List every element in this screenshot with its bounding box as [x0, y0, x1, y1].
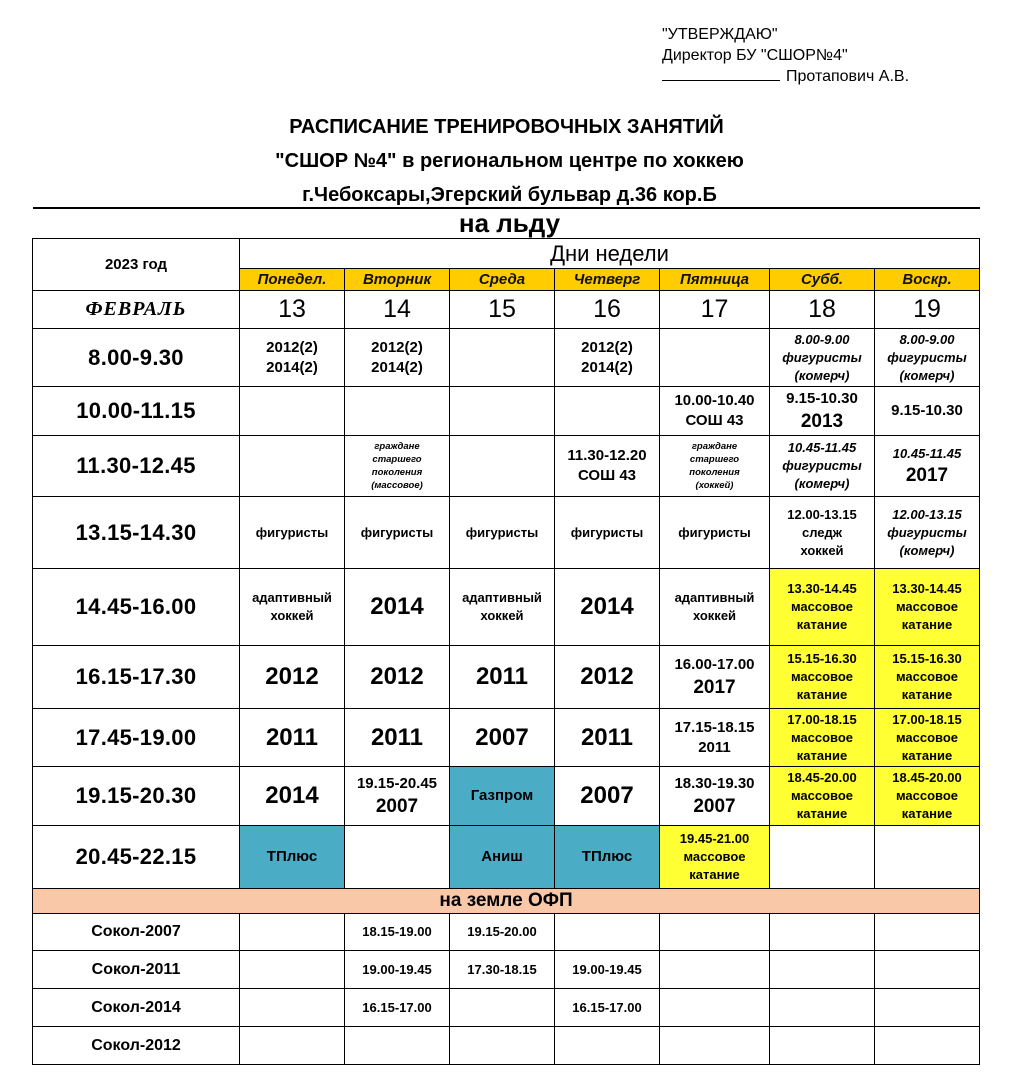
- schedule-cell-tue: [345, 329, 450, 387]
- title-line-4: на льду: [458, 208, 561, 238]
- day-name-1: Вторник: [345, 269, 450, 291]
- cell-text: 19.00-19.45: [572, 961, 642, 977]
- schedule-cell-sun: [875, 497, 980, 569]
- schedule-cell-sat: [770, 436, 875, 497]
- schedule-cell-mon: [240, 497, 345, 569]
- schedule-cell-wed: [450, 436, 555, 497]
- cell-line: фигуристы: [887, 524, 967, 540]
- cell-line: катание: [796, 806, 848, 821]
- ice-row-0: [33, 329, 980, 387]
- cell-line: 2012(2): [266, 338, 318, 356]
- schedule-cell-tue: [345, 436, 450, 497]
- cell-text: 2014: [370, 593, 424, 620]
- cell-line: СОШ 43: [577, 467, 637, 484]
- ground-cell-wed: [450, 951, 555, 989]
- cell-line: 2014(2): [371, 358, 423, 376]
- date-5: 18: [770, 291, 875, 329]
- date-6: 19: [875, 291, 980, 329]
- ice-row-6: [33, 709, 980, 767]
- day-name-0: Понедел.: [240, 269, 345, 291]
- ground-cell-mon: [240, 951, 345, 989]
- cell-text: фигуристы: [570, 524, 644, 540]
- date-4: 17: [660, 291, 770, 329]
- cell-text: 16.15-17.00: [572, 999, 642, 1015]
- time-slot: 16.15-17.30: [33, 646, 240, 709]
- ground-cell-sat: [770, 989, 875, 1027]
- cell-line: фигуристы: [782, 458, 862, 473]
- cell-text: 2011: [580, 723, 634, 751]
- ground-cell-mon: [240, 914, 345, 951]
- schedule-cell-sat: [770, 767, 875, 826]
- cell-line: массовое: [790, 669, 854, 684]
- cell-line: 2014(2): [266, 358, 318, 376]
- cell-line: 2007: [693, 795, 736, 817]
- cell-text: Аниш: [481, 848, 523, 865]
- date-3: 16: [555, 291, 660, 329]
- cell-line: 13.30-14.45: [787, 581, 857, 596]
- cell-text: 16.15-17.00: [362, 999, 432, 1015]
- cell-line: следж: [801, 524, 842, 540]
- schedule-cell-tue: [345, 497, 450, 569]
- cell-text: 17.30-18.15: [467, 961, 537, 977]
- schedule-cell-thu: [555, 646, 660, 709]
- ground-cell-thu: [555, 1027, 660, 1065]
- schedule-cell-sun: [875, 767, 980, 826]
- cell-line: 10.45-11.45: [787, 440, 857, 455]
- schedule-cell-wed: [450, 646, 555, 709]
- schedule-cell-mon: [240, 709, 345, 767]
- cell-line: катание: [901, 617, 953, 632]
- schedule-cell-mon: [240, 646, 345, 709]
- schedule-cell-mon: [240, 569, 345, 646]
- cell-text: фигуристы: [255, 524, 329, 540]
- cell-line: массовое: [895, 788, 959, 803]
- cell-text: фигуристы: [360, 524, 434, 540]
- cell-text: фигуристы: [678, 524, 751, 540]
- title-line-3: г.Чебоксары,Эгерский бульвар д.36 кор.Б: [302, 184, 717, 206]
- cell-line: 10.45-11.45: [892, 445, 962, 461]
- cell-line: катание: [901, 747, 953, 763]
- cell-line: 2012(2): [371, 338, 423, 356]
- ground-cell-wed: [450, 1027, 555, 1065]
- schedule-cell-fri: [660, 826, 770, 889]
- cell-text: 19.15-20.00: [467, 924, 537, 939]
- cell-text: фигуристы: [465, 524, 539, 540]
- title-line-1: РАСПИСАНИЕ ТРЕНИРОВОЧНЫХ ЗАНЯТИЙ: [289, 116, 724, 138]
- ground-schedule-body: [33, 914, 980, 1065]
- cell-line: массовое: [790, 788, 854, 803]
- cell-line: катание: [901, 806, 953, 821]
- schedule-cell-thu: [555, 569, 660, 646]
- schedule-cell-sat: [770, 387, 875, 436]
- cell-line: 10.00-10.40: [674, 392, 755, 409]
- time-slot: 20.45-22.15: [33, 826, 240, 889]
- cell-text: 19.00-19.45: [362, 961, 432, 977]
- ground-cell-wed: [450, 989, 555, 1027]
- cell-line: 19.45-21.00: [679, 831, 750, 846]
- director-name: Протапович А.В.: [786, 68, 910, 85]
- cell-line: граждане: [374, 441, 420, 452]
- cell-line: старшего: [372, 454, 422, 465]
- schedule-cell-sun: [875, 387, 980, 436]
- schedule-cell-wed: [450, 329, 555, 387]
- cell-text: 18.15-19.00: [362, 924, 432, 939]
- cell-line: 18.45-20.00: [787, 770, 857, 785]
- cell-line: адаптивный: [674, 590, 755, 605]
- ice-row-4: [33, 569, 980, 646]
- schedule-cell-mon: [240, 387, 345, 436]
- schedule-cell-sun: [875, 709, 980, 767]
- cell-text: 2012: [265, 663, 319, 690]
- ground-cell-thu: [555, 951, 660, 989]
- schedule-cell-fri: [660, 767, 770, 826]
- day-name-4: Пятница: [660, 269, 770, 291]
- cell-line: (комерч): [899, 542, 955, 558]
- cell-line: катание: [796, 747, 848, 763]
- cell-line: 15.15-16.30: [892, 651, 962, 666]
- cell-line: 18.45-20.00: [892, 770, 962, 785]
- cell-line: (комерч): [899, 367, 955, 383]
- approval-line-2: Директор БУ "СШОР№4": [662, 47, 848, 64]
- cell-line: массовое: [790, 599, 854, 614]
- schedule-cell-fri: [660, 436, 770, 497]
- cell-line: 2013: [800, 410, 844, 432]
- cell-line: катание: [796, 687, 848, 702]
- schedule-cell-sun: [875, 329, 980, 387]
- schedule-cell-sun: [875, 646, 980, 709]
- ground-row-1: [33, 951, 980, 989]
- ground-row-3: [33, 1027, 980, 1065]
- ground-cell-tue: [345, 951, 450, 989]
- ice-row-3: [33, 497, 980, 569]
- team-name: Сокол-2007: [33, 914, 240, 951]
- schedule-cell-wed: [450, 387, 555, 436]
- cell-line: (комерч): [794, 367, 850, 383]
- dates-row: [33, 291, 980, 329]
- days-header: Дни недели: [240, 239, 980, 269]
- cell-line: массовое: [790, 729, 854, 745]
- schedule-cell-sun: [875, 826, 980, 889]
- ground-row-2: [33, 989, 980, 1027]
- day-name-6: Воскр.: [875, 269, 980, 291]
- time-slot: 13.15-14.30: [33, 497, 240, 569]
- time-slot: 17.45-19.00: [33, 709, 240, 767]
- ground-cell-wed: [450, 914, 555, 951]
- cell-line: фигуристы: [782, 349, 862, 365]
- cell-line: 2012(2): [581, 338, 633, 356]
- ground-cell-sun: [875, 1027, 980, 1065]
- cell-text: 2011: [370, 723, 424, 751]
- schedule-cell-thu: [555, 767, 660, 826]
- cell-line: хоккей: [692, 608, 737, 623]
- title-line-2: "СШОР №4" в региональном центре по хоккею: [275, 150, 744, 172]
- schedule-cell-fri: [660, 646, 770, 709]
- cell-text: 2007: [580, 782, 634, 809]
- schedule-cell-sun: [875, 436, 980, 497]
- ground-row-0: [33, 914, 980, 951]
- cell-line: поколения: [371, 467, 423, 478]
- schedule-cell-wed: [450, 497, 555, 569]
- ice-row-7: [33, 767, 980, 826]
- cell-text: 2014: [265, 782, 319, 809]
- cell-line: 9.15-10.30: [891, 402, 963, 419]
- time-slot: 19.15-20.30: [33, 767, 240, 826]
- cell-line: СОШ 43: [685, 412, 744, 429]
- cell-line: 17.00-18.15: [892, 711, 962, 727]
- schedule-cell-wed: [450, 826, 555, 889]
- cell-line: адаптивный: [462, 590, 542, 605]
- cell-line: 19.15-20.45: [356, 774, 438, 792]
- schedule-cell-thu: [555, 329, 660, 387]
- schedule-cell-thu: [555, 497, 660, 569]
- cell-line: 2011: [698, 738, 731, 756]
- day-name-3: Четверг: [555, 269, 660, 291]
- schedule-cell-fri: [660, 497, 770, 569]
- schedule-cell-fri: [660, 569, 770, 646]
- time-slot: 10.00-11.15: [33, 387, 240, 436]
- cell-line: хоккей: [480, 608, 524, 623]
- cell-line: 12.00-13.15: [787, 506, 857, 522]
- approval-block: [662, 24, 909, 87]
- schedule-cell-mon: [240, 767, 345, 826]
- schedule-cell-sat: [770, 826, 875, 889]
- schedule-cell-tue: [345, 709, 450, 767]
- ground-cell-sun: [875, 989, 980, 1027]
- ground-cell-mon: [240, 1027, 345, 1065]
- day-name-5: Субб.: [770, 269, 875, 291]
- cell-line: 16.00-17.00: [674, 655, 755, 673]
- ice-row-8: [33, 826, 980, 889]
- year-cell: 2023 год: [33, 239, 240, 291]
- cell-line: 11.30-12.20: [567, 447, 647, 464]
- cell-line: граждане: [691, 441, 738, 452]
- cell-line: (хоккей): [695, 480, 734, 491]
- ground-cell-fri: [660, 951, 770, 989]
- time-slot: 14.45-16.00: [33, 569, 240, 646]
- cell-line: 9.15-10.30: [786, 389, 858, 407]
- schedule-cell-wed: [450, 569, 555, 646]
- cell-line: 2017: [693, 676, 736, 698]
- ice-row-5: [33, 646, 980, 709]
- cell-line: катание: [901, 687, 953, 702]
- ice-row-2: [33, 436, 980, 497]
- cell-line: 13.30-14.45: [892, 581, 962, 596]
- schedule-cell-sat: [770, 569, 875, 646]
- schedule-cell-tue: [345, 569, 450, 646]
- cell-text: ТПлюс: [266, 848, 318, 865]
- signature-line: [662, 66, 780, 81]
- cell-text: 2011: [265, 723, 319, 751]
- cell-line: фигуристы: [887, 349, 967, 365]
- ground-cell-sun: [875, 914, 980, 951]
- ground-cell-tue: [345, 1027, 450, 1065]
- cell-line: массовое: [895, 669, 959, 684]
- schedule-cell-mon: [240, 436, 345, 497]
- approval-line-3: [662, 66, 909, 87]
- cell-text: 2007: [475, 723, 529, 751]
- cell-text: 2012: [370, 663, 424, 690]
- schedule-cell-sat: [770, 709, 875, 767]
- schedule-cell-tue: [345, 767, 450, 826]
- schedule-cell-tue: [345, 826, 450, 889]
- schedule-cell-mon: [240, 329, 345, 387]
- ground-cell-fri: [660, 989, 770, 1027]
- team-name: Сокол-2012: [33, 1027, 240, 1065]
- cell-line: 18.30-19.30: [674, 774, 755, 792]
- cell-text: 2014: [580, 593, 634, 620]
- cell-text: 2012: [580, 663, 634, 690]
- cell-line: 17.00-18.15: [787, 711, 857, 727]
- ice-schedule-body: [33, 329, 980, 889]
- schedule-cell-wed: [450, 767, 555, 826]
- schedule-table: [32, 238, 980, 1065]
- ground-cell-thu: [555, 914, 660, 951]
- ground-header: на земле ОФП: [33, 889, 980, 914]
- time-slot: 11.30-12.45: [33, 436, 240, 497]
- cell-line: хоккей: [270, 608, 314, 623]
- cell-line: катание: [689, 867, 740, 882]
- ground-cell-sat: [770, 951, 875, 989]
- team-name: Сокол-2011: [33, 951, 240, 989]
- ground-cell-sun: [875, 951, 980, 989]
- cell-line: 2007: [375, 795, 419, 817]
- date-1: 14: [345, 291, 450, 329]
- ground-cell-sat: [770, 914, 875, 951]
- schedule-cell-thu: [555, 436, 660, 497]
- team-name: Сокол-2014: [33, 989, 240, 1027]
- schedule-cell-sat: [770, 329, 875, 387]
- ground-cell-fri: [660, 914, 770, 951]
- cell-line: 8.00-9.00: [794, 331, 850, 347]
- schedule-cell-wed: [450, 709, 555, 767]
- month-cell: ФЕВРАЛЬ: [33, 291, 240, 329]
- cell-line: (комерч): [794, 476, 850, 491]
- cell-text: Газпром: [470, 787, 534, 804]
- cell-line: массовое: [683, 849, 746, 864]
- schedule-cell-tue: [345, 387, 450, 436]
- approval-line-1: "УТВЕРЖДАЮ": [662, 26, 778, 43]
- cell-line: катание: [796, 617, 848, 632]
- cell-line: 8.00-9.00: [899, 331, 955, 347]
- schedule-cell-mon: [240, 826, 345, 889]
- time-slot: 8.00-9.30: [33, 329, 240, 387]
- schedule-cell-sun: [875, 569, 980, 646]
- cell-line: хоккей: [800, 542, 844, 558]
- ground-cell-tue: [345, 989, 450, 1027]
- ground-cell-fri: [660, 1027, 770, 1065]
- schedule-cell-sat: [770, 646, 875, 709]
- cell-line: 15.15-16.30: [787, 651, 857, 666]
- cell-text: 2011: [475, 663, 529, 690]
- cell-line: 2017: [905, 464, 949, 486]
- cell-line: массовое: [895, 729, 959, 745]
- schedule-cell-tue: [345, 646, 450, 709]
- cell-line: поколения: [689, 467, 740, 478]
- schedule-cell-thu: [555, 387, 660, 436]
- ground-cell-mon: [240, 989, 345, 1027]
- cell-line: старшего: [689, 454, 740, 465]
- ground-cell-sat: [770, 1027, 875, 1065]
- cell-line: 17.15-18.15: [674, 718, 755, 736]
- schedule-cell-fri: [660, 329, 770, 387]
- schedule-cell-fri: [660, 709, 770, 767]
- ice-row-1: [33, 387, 980, 436]
- date-2: 15: [450, 291, 555, 329]
- date-0: 13: [240, 291, 345, 329]
- day-name-2: Среда: [450, 269, 555, 291]
- cell-line: адаптивный: [252, 590, 332, 605]
- cell-line: 12.00-13.15: [892, 506, 962, 522]
- schedule-cell-thu: [555, 709, 660, 767]
- cell-line: массовое: [895, 599, 959, 614]
- cell-line: (массовое): [371, 480, 423, 491]
- cell-text: ТПлюс: [581, 848, 633, 865]
- ground-cell-tue: [345, 914, 450, 951]
- schedule-cell-fri: [660, 387, 770, 436]
- ground-cell-thu: [555, 989, 660, 1027]
- schedule-cell-sat: [770, 497, 875, 569]
- cell-line: 2014(2): [581, 358, 633, 376]
- schedule-cell-thu: [555, 826, 660, 889]
